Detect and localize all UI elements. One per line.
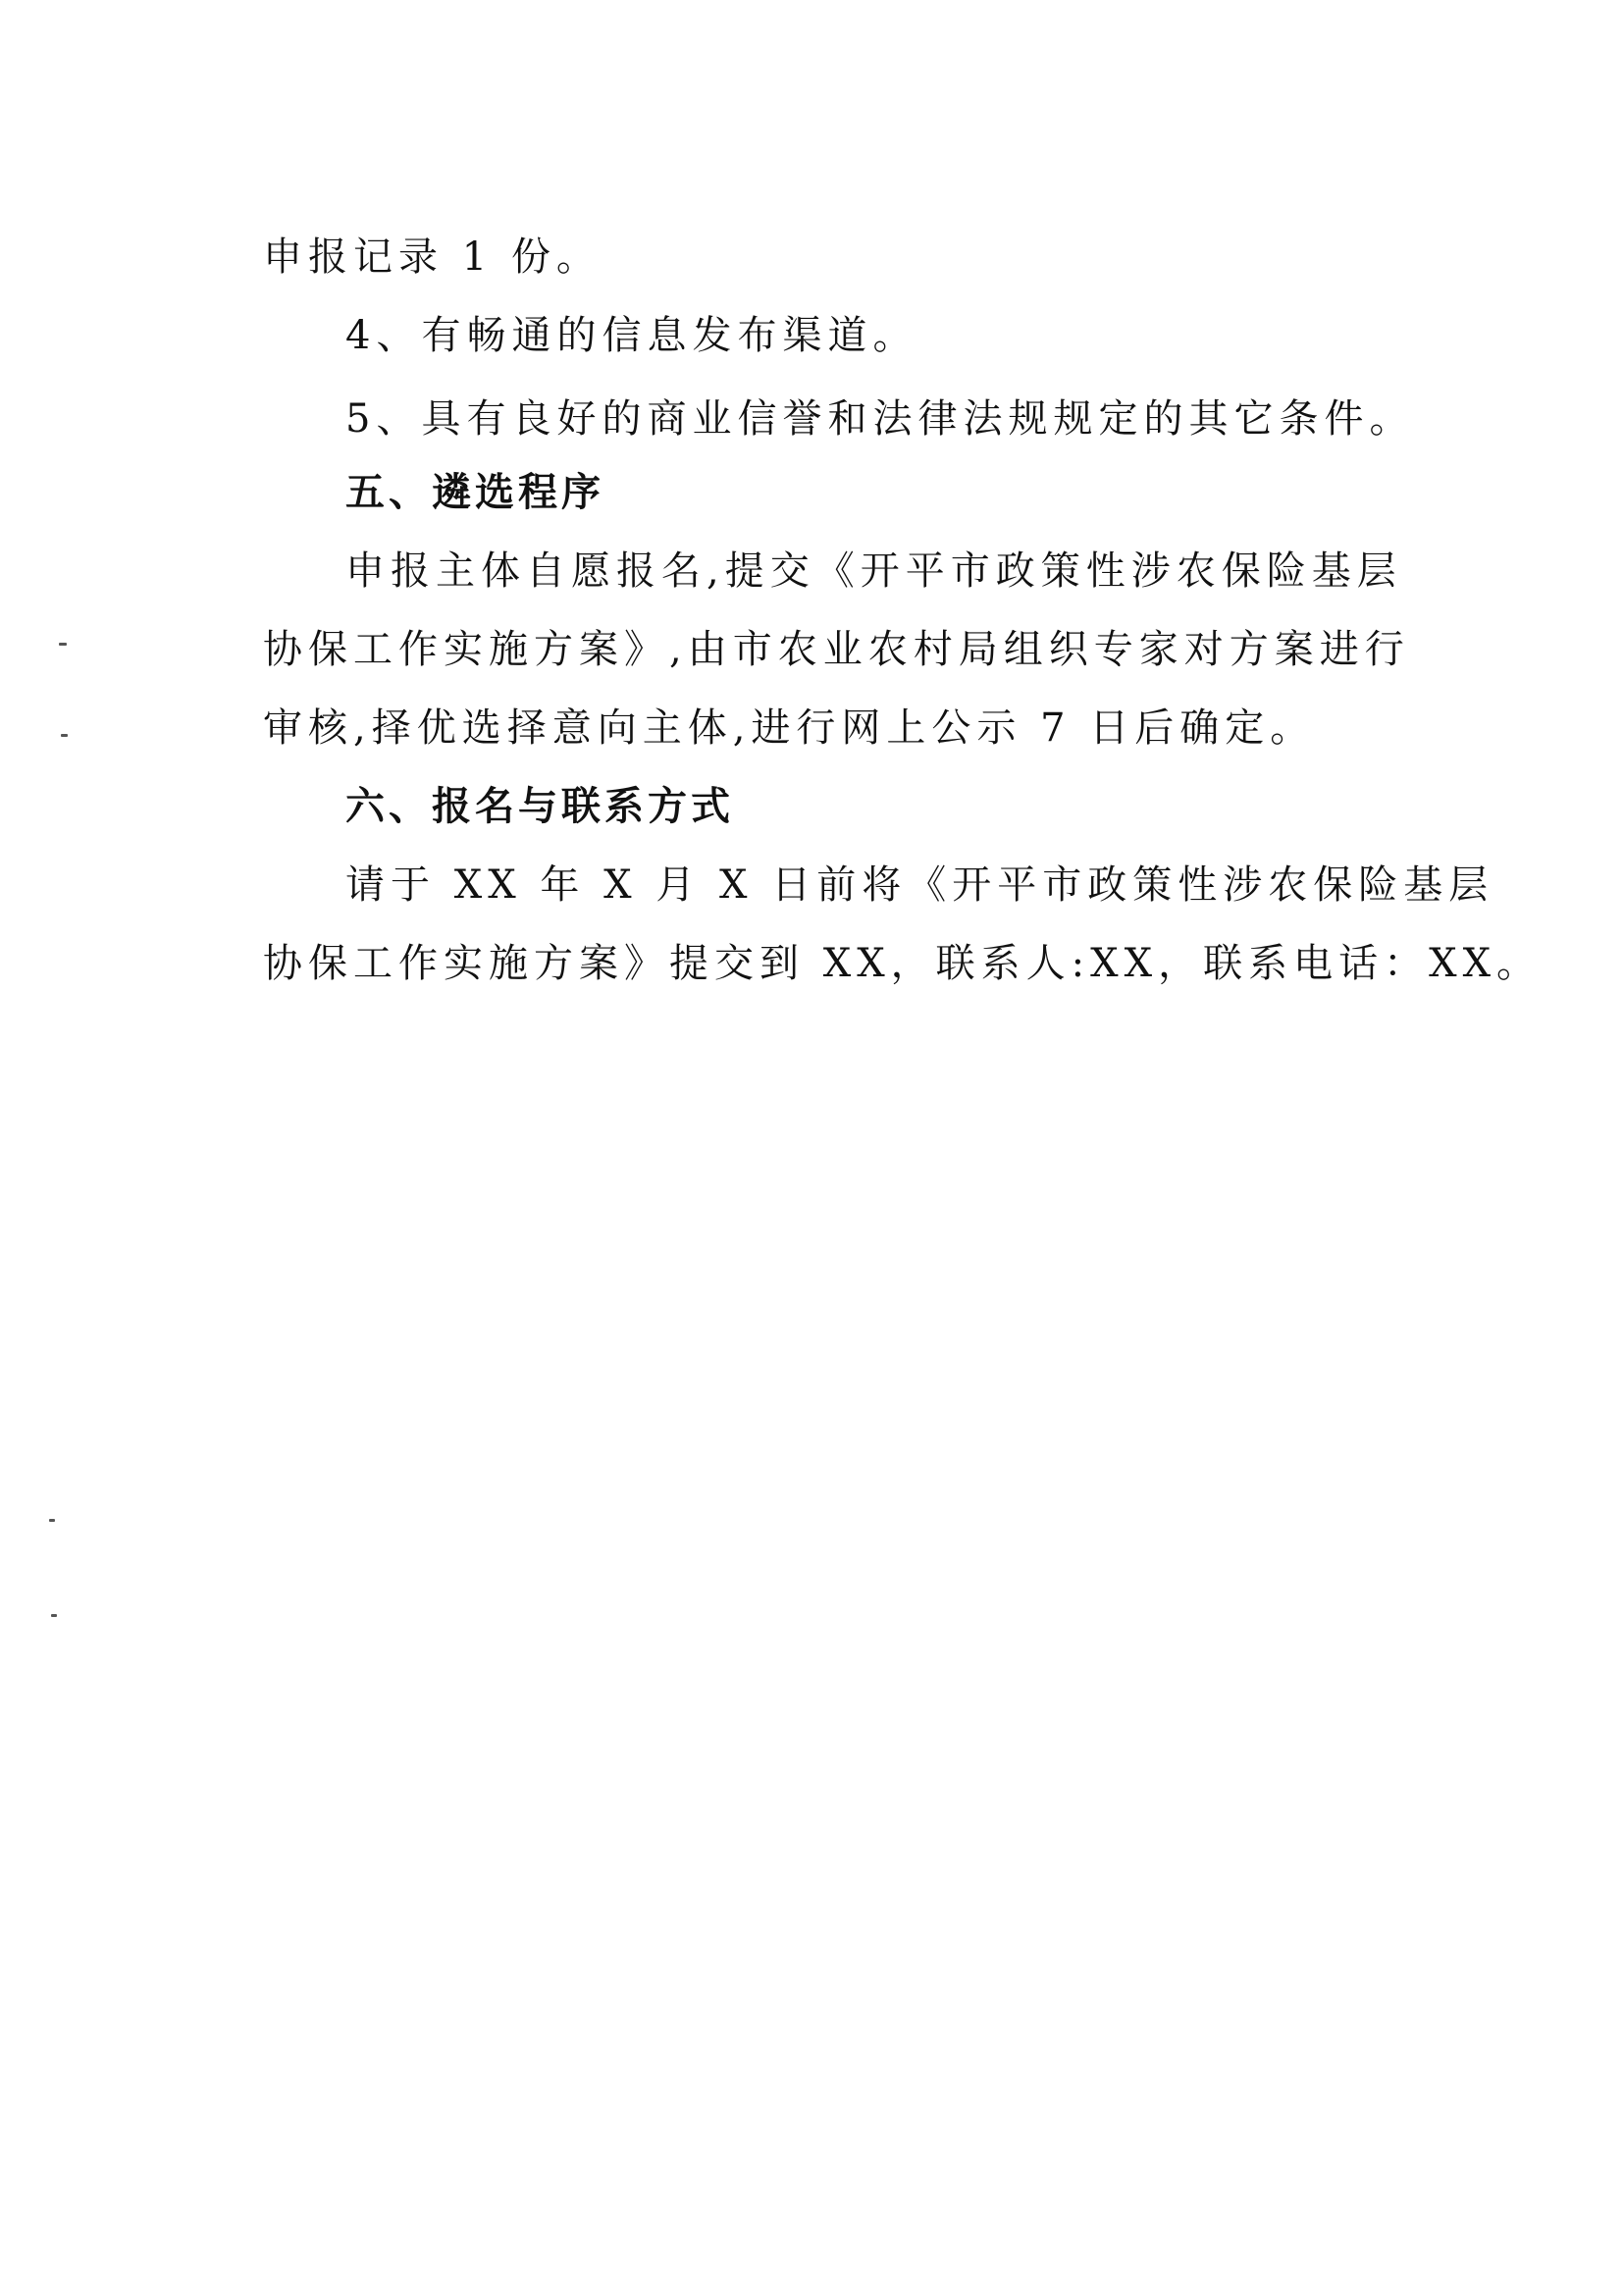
body-text-line: 协保工作实施方案》提交到 XX，联系人:XX，联系电话：XX。: [263, 941, 1543, 986]
scan-speck: [59, 643, 67, 646]
body-text-line: 请于 XX 年 X 月 X 日前将《开平市政策性涉农保险基层: [345, 862, 1494, 908]
scan-speck: [61, 734, 68, 737]
list-item-4: 4、有畅通的信息发布渠道。: [345, 313, 918, 358]
body-text-line: 协保工作实施方案》,由市农业农村局组织专家对方案进行: [263, 627, 1410, 672]
scan-speck: [51, 1614, 57, 1617]
section-heading-5: 五、遴选程序: [345, 470, 604, 515]
list-item-5: 5、具有良好的商业信誉和法律法规规定的其它条件。: [345, 396, 1415, 442]
body-text-line: 审核,择优选择意向主体,进行网上公示 7 日后确定。: [263, 705, 1316, 751]
body-text-line: 申报主体自愿报名,提交《开平市政策性涉农保险基层: [345, 548, 1402, 594]
section-heading-6: 六、报名与联系方式: [345, 784, 734, 829]
body-text-line: 申报记录 1 份。: [263, 235, 602, 280]
scan-speck: [49, 1519, 55, 1522]
